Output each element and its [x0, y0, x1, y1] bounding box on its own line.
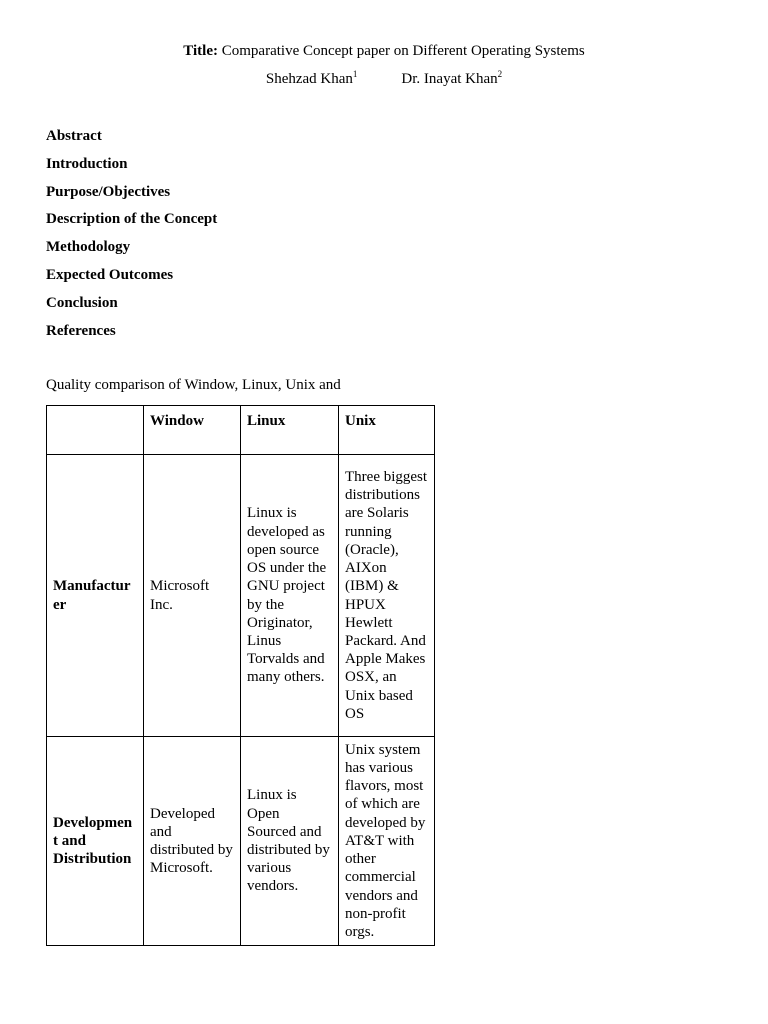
- row-label: Manufactur er: [47, 455, 144, 737]
- cell-linux: Linux is developed as open source OS under the GNU project by the Originator, Linus Torvalds and many others.: [241, 455, 339, 737]
- section-heading: Abstract: [46, 128, 102, 144]
- author-1-name: Shehzad Khan: [265, 71, 353, 87]
- header-cell-window: Window: [144, 406, 241, 455]
- section-list: [46, 127, 217, 349]
- author-1-affiliation: 1: [352, 69, 358, 79]
- section-heading: Methodology: [46, 239, 131, 256]
- section-heading: Description of the Concept: [46, 211, 218, 228]
- table-caption: Quality comparison of Window, Linux, Unix and: [46, 377, 341, 393]
- table-row: [47, 737, 435, 946]
- header-cell-unix: Unix: [339, 406, 435, 455]
- title-text: Comparative Concept paper on Different Operating Systems: [221, 43, 585, 59]
- cell-window: Microsoft Inc.: [144, 455, 241, 737]
- section-heading: Introduction: [46, 155, 128, 172]
- comparison-table: [46, 405, 435, 946]
- section-heading: References: [46, 322, 116, 339]
- row-label: Developmen t and Distribution: [47, 737, 144, 946]
- author-2-name: Dr. Inayat Khan: [401, 71, 498, 87]
- cell-linux: Linux is Open Sourced and distributed by various vendors.: [241, 737, 339, 946]
- section-heading: Purpose/Objectives: [46, 183, 171, 200]
- table-header-row: [47, 406, 435, 455]
- header-cell-linux: Linux: [241, 406, 339, 455]
- paper-title: [0, 43, 768, 60]
- cell-unix: Three biggest distributions are Solaris running (Oracle), AIXon (IBM) & HPUX Hewlett Packard. And Apple Makes OSX, an Unix based OS: [339, 455, 435, 737]
- author-2-affiliation: 2: [497, 69, 503, 79]
- cell-unix: Unix system has various flavors, most of which are developed by AT&T with other commercial vendors and non-profit orgs.: [339, 737, 435, 946]
- title-label: Title:: [183, 43, 218, 59]
- author-line: [0, 71, 768, 88]
- header-cell-empty: [47, 406, 144, 455]
- section-heading: Conclusion: [46, 294, 118, 311]
- table-row: [47, 455, 435, 737]
- cell-window: Developed and distributed by Microsoft.: [144, 737, 241, 946]
- section-heading: Expected Outcomes: [46, 266, 174, 283]
